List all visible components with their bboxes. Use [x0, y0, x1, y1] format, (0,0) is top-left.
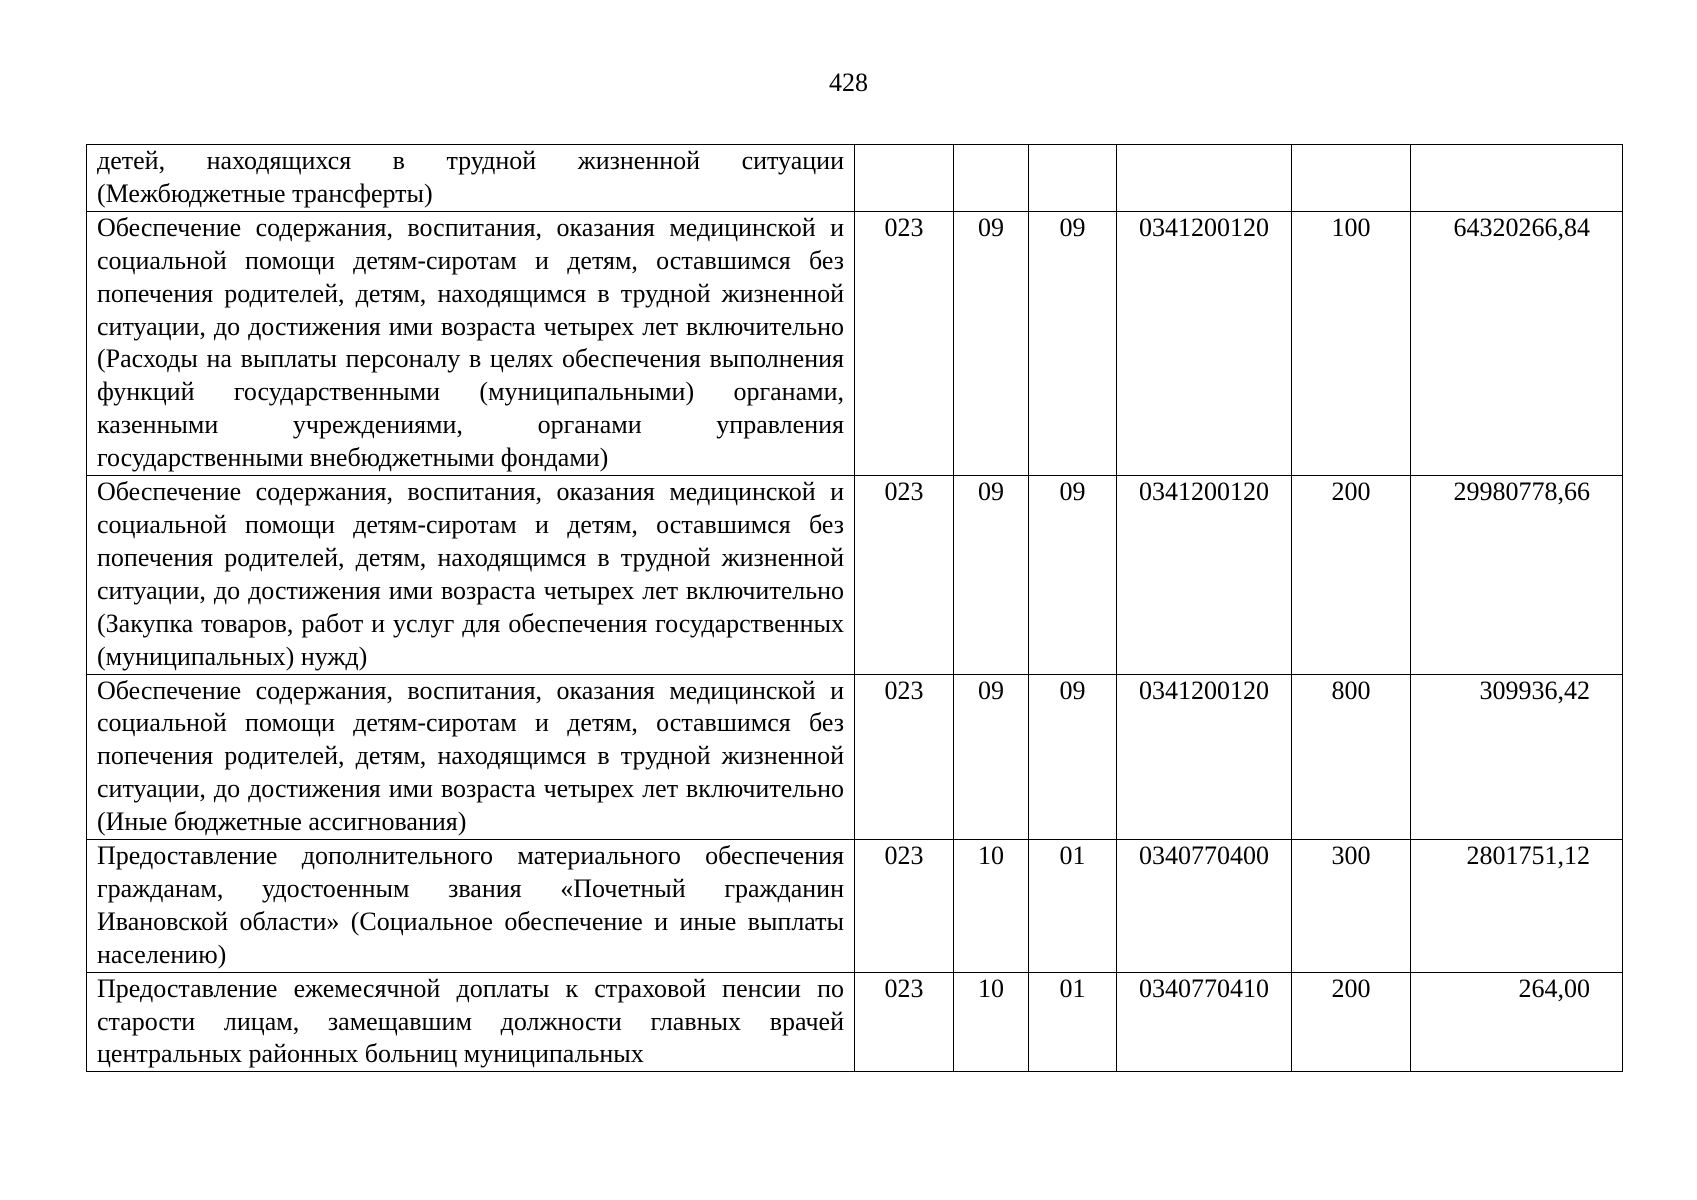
- row-subsection-code: 01: [1029, 840, 1117, 973]
- table-row: [87, 674, 1623, 840]
- row-expense-type: [1292, 145, 1411, 212]
- row-target-article: 0341200120: [1117, 211, 1292, 475]
- row-section-code: 09: [954, 476, 1029, 674]
- table-row: [87, 840, 1623, 973]
- row-target-article: 0341200120: [1117, 476, 1292, 674]
- row-description: Обеспечение содержания, воспитания, оказания медицинской и социальной помощи детям-сиротам и детям, оставшимся без попечения родителей, детям, находящимся в трудной жизненной ситуации, до достижения ими возраста четырех лет включительно (Иные бюджетные ассигнования): [87, 674, 855, 840]
- row-expense-type: 800: [1292, 674, 1411, 840]
- row-expense-type: 100: [1292, 211, 1411, 475]
- table-row: [87, 476, 1623, 674]
- row-expense-type: 200: [1292, 972, 1411, 1072]
- row-description: Обеспечение содержания, воспитания, оказания медицинской и социальной помощи детям-сиротам и детям, оставшимся без попечения родителей, детям, находящимся в трудной жизненной ситуации, до достижения ими возраста четырех лет включительно (Расходы на выплаты персоналу в целях обеспечения выполнения функций государственными (муниципальными) органами, казенными учреждениями, органами управления государственными внебюджетными фондами): [87, 211, 855, 475]
- row-target-article: 0340770400: [1117, 840, 1292, 973]
- table-row: [87, 972, 1623, 1072]
- row-section-code: 09: [954, 674, 1029, 840]
- row-section-code: 10: [954, 840, 1029, 973]
- row-section-code: 09: [954, 211, 1029, 475]
- row-amount: 2801751,12: [1411, 840, 1623, 973]
- row-ministry-code: 023: [855, 972, 954, 1072]
- row-subsection-code: 09: [1029, 211, 1117, 475]
- row-amount: 64320266,84: [1411, 211, 1623, 475]
- row-subsection-code: [1029, 145, 1117, 212]
- table-row: [87, 211, 1623, 475]
- row-target-article: [1117, 145, 1292, 212]
- row-target-article: 0340770410: [1117, 972, 1292, 1072]
- row-target-article: 0341200120: [1117, 674, 1292, 840]
- row-description: Обеспечение содержания, воспитания, оказания медицинской и социальной помощи детям-сиротам и детям, оставшимся без попечения родителей, детям, находящимся в трудной жизненной ситуации, до достижения ими возраста четырех лет включительно (Закупка товаров, работ и услуг для обеспечения государственных (муниципальных) нужд): [87, 476, 855, 674]
- row-ministry-code: 023: [855, 476, 954, 674]
- row-amount: 264,00: [1411, 972, 1623, 1072]
- row-amount: 309936,42: [1411, 674, 1623, 840]
- row-description: Предоставление ежемесячной доплаты к страховой пенсии по старости лицам, замещавшим должности главных врачей центральных районных больниц муниципальных: [87, 972, 855, 1072]
- page-number: 428: [829, 68, 868, 97]
- row-expense-type: 300: [1292, 840, 1411, 973]
- budget-table: [86, 144, 1623, 1072]
- row-section-code: [954, 145, 1029, 212]
- row-ministry-code: 023: [855, 211, 954, 475]
- row-subsection-code: 09: [1029, 674, 1117, 840]
- row-ministry-code: 023: [855, 840, 954, 973]
- row-subsection-code: 01: [1029, 972, 1117, 1072]
- row-amount: [1411, 145, 1623, 212]
- row-ministry-code: [855, 145, 954, 212]
- row-section-code: 10: [954, 972, 1029, 1072]
- row-expense-type: 200: [1292, 476, 1411, 674]
- row-description: детей, находящихся в трудной жизненной ситуации (Межбюджетные трансферты): [87, 145, 855, 212]
- row-subsection-code: 09: [1029, 476, 1117, 674]
- row-ministry-code: 023: [855, 674, 954, 840]
- table-row: [87, 145, 1623, 212]
- row-description: Предоставление дополнительного материального обеспечения гражданам, удостоенным звания «Почетный гражданин Ивановской области» (Социальное обеспечение и иные выплаты населению): [87, 840, 855, 973]
- row-amount: 29980778,66: [1411, 476, 1623, 674]
